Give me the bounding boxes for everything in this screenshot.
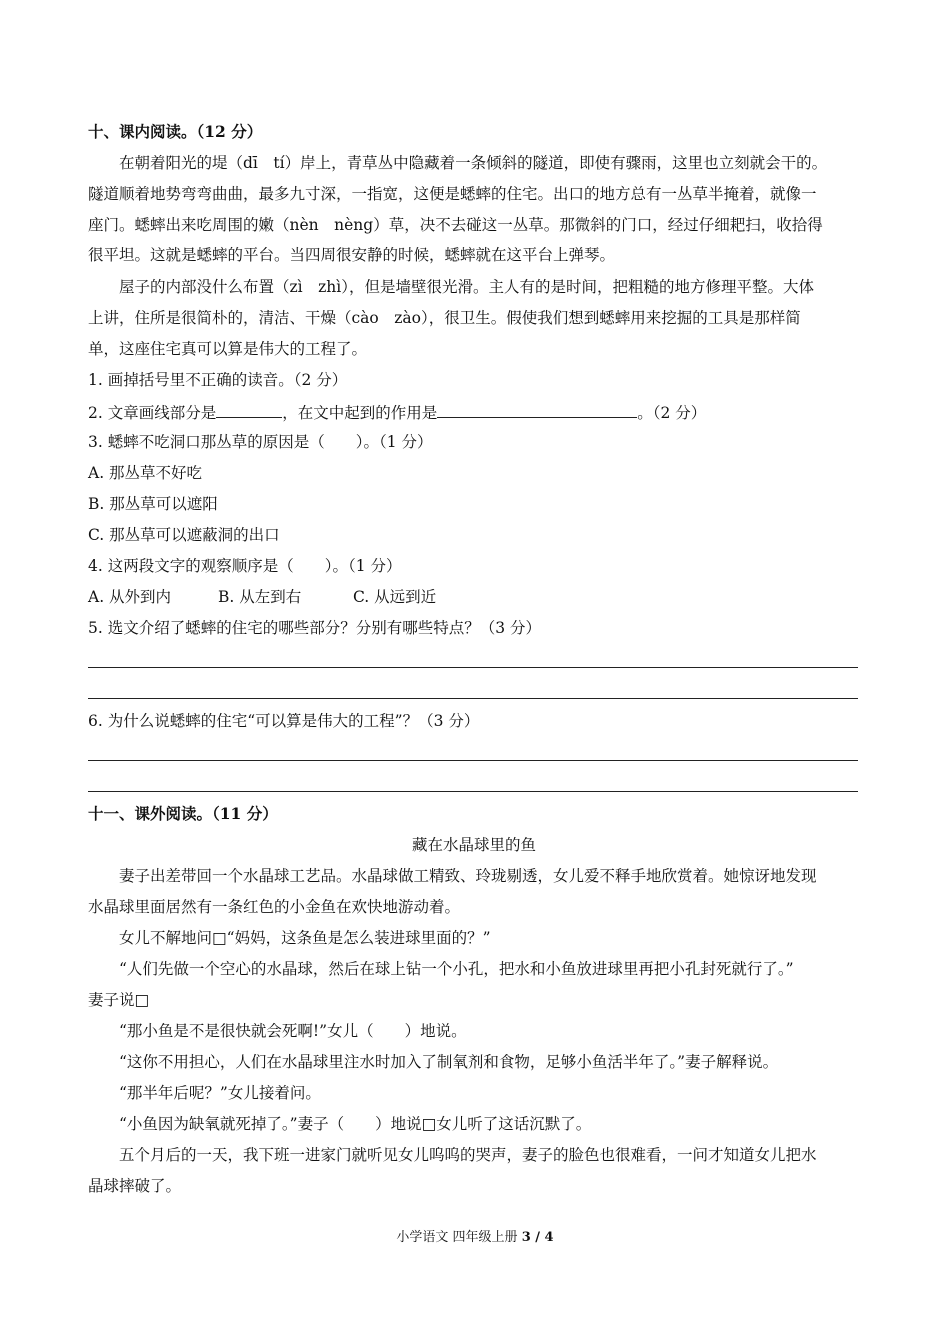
question-2-text: 2. 文章画线部分是 <box>88 404 217 422</box>
question-2 <box>88 401 706 423</box>
option-a: A. 那丛草不好吃 <box>88 464 203 482</box>
question-4: 4. 这两段文字的观察顺序是（ ）。（1 分） <box>88 557 402 575</box>
question-3: 3. 蟋蟀不吃洞口那丛草的原因是（ ）。（1 分） <box>88 433 433 451</box>
footer-text: 小学语文 四年级上册 <box>396 1230 522 1245</box>
question-5: 5. 选文介绍了蟋蟀的住宅的哪些部分？分别有哪些特点？（3 分） <box>88 619 542 637</box>
story-line: 水晶球里面居然有一条红色的小金鱼在欢快地游动着。 <box>88 898 461 916</box>
passage-line: 很平坦。这就是蟋蟀的平台。当四周很安静的时候，蟋蟀就在这平台上弹琴。 <box>88 246 616 264</box>
passage-line: 屋子的内部没什么布置（zì zhì），但是墙壁很光滑。主人有的是时间，把粗糙的地方修理平整。大体 <box>119 278 814 296</box>
story-line: 五个月后的一天，我下班一进家门就听见女儿呜呜的哭声，妻子的脸色也很难看，一问才知道女儿把水 <box>119 1146 817 1164</box>
question-2-text: ，在文中起到的作用是 <box>282 404 438 422</box>
passage-line: 隧道顺着地势弯弯曲曲，最多九寸深，一指宽，这便是蟋蟀的住宅。出口的地方总有一丛草半掩着，就像一 <box>88 185 817 203</box>
answer-line[interactable] <box>88 760 858 761</box>
section-10-title: 十、课内阅读。（12 分） <box>88 122 263 141</box>
answer-line[interactable] <box>88 667 858 668</box>
answer-line[interactable] <box>88 791 858 792</box>
page-footer <box>0 1226 950 1245</box>
story-line: “这你不用担心，人们在水晶球里注水时加入了制氧剂和食物，足够小鱼活半年了。”妻子解释说。 <box>119 1053 779 1071</box>
question-4-options <box>88 587 436 607</box>
story-line: 妻子出差带回一个水晶球工艺品。水晶球做工精致、玲珑剔透，女儿爱不释手地欣赏着。她惊讶地发现 <box>119 867 817 885</box>
question-1: 1. 画掉括号里不正确的读音。（2 分） <box>88 371 348 389</box>
passage-line: 座门。蟋蟀出来吃周围的嫩（nèn nèng）草，决不去碰这一丛草。那微斜的门口，经过仔细耙扫，收拾得 <box>88 216 823 234</box>
option-c: C. 那丛草可以遮蔽洞的出口 <box>88 526 280 544</box>
answer-blank[interactable] <box>437 401 637 418</box>
option-b: B. 那丛草可以遮阳 <box>88 495 218 513</box>
page-number: 3 / 4 <box>521 1230 554 1245</box>
story-line: “人们先做一个空心的水晶球，然后在球上钻一个小孔，把水和小鱼放进球里再把小孔封死就行了。” <box>119 960 794 978</box>
option-a: A. 从外到内 <box>88 588 172 606</box>
story-line: “小鱼因为缺氧就死掉了。”妻子（ ）地说□女儿听了这话沉默了。 <box>119 1115 592 1133</box>
question-2-text: 。（2 分） <box>637 404 707 422</box>
story-line: “那小鱼是不是很快就会死啊!”女儿（ ）地说。 <box>119 1022 467 1040</box>
answer-line[interactable] <box>88 698 858 699</box>
answer-blank[interactable] <box>216 401 282 418</box>
option-b: B. 从左到右 <box>218 588 302 606</box>
story-line: 女儿不解地问□“妈妈，这条鱼是怎么装进球里面的？” <box>119 929 491 947</box>
story-line: 晶球摔破了。 <box>88 1177 182 1195</box>
story-line: 妻子说□ <box>88 991 150 1009</box>
story-line: “那半年后呢？”女儿接着问。 <box>119 1084 321 1102</box>
option-c: C. 从远到近 <box>353 588 437 606</box>
question-6: 6. 为什么说蟋蟀的住宅“可以算是伟大的工程”？（3 分） <box>88 712 480 730</box>
section-11-title: 十一、课外阅读。（11 分） <box>88 804 278 823</box>
passage-line: 单，这座住宅真可以算是伟大的工程了。 <box>88 340 368 358</box>
story-title: 藏在水晶球里的鱼 <box>411 836 536 854</box>
passage-line: 在朝着阳光的堤（dī tí）岸上，青草丛中隐藏着一条倾斜的隧道，即使有骤雨，这里也立刻就会干的。 <box>119 154 828 172</box>
passage-line: 上讲，住所是很简朴的，清洁、干燥（cào zào），很卫生。假使我们想到蟋蟀用来挖掘的工具是那样简 <box>88 309 801 327</box>
